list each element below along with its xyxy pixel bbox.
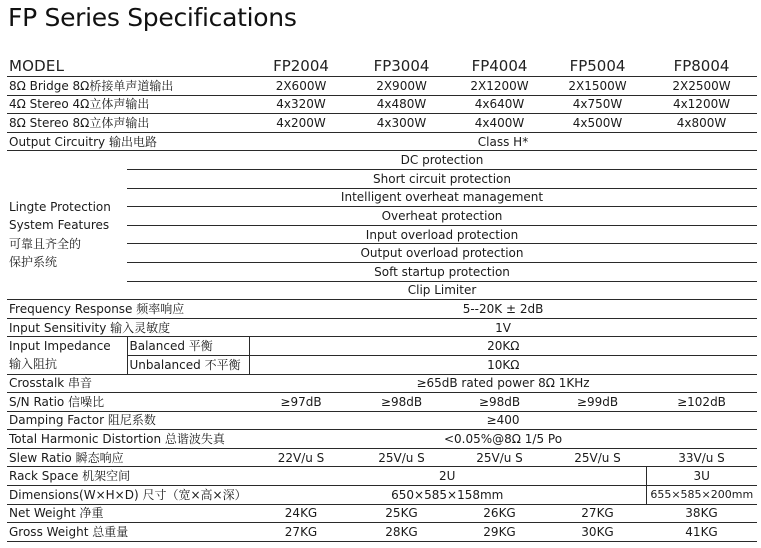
model-label: MODEL [9,56,65,75]
cell: 5--20K ± 2dB [249,300,757,319]
cell: 4x1200W [646,95,757,114]
protection-item: Soft startup protection [127,262,757,281]
row-stereo-4ohm [7,95,757,114]
cell: 2U [249,467,646,486]
cell: <0.05%@8Ω 1/5 Po [249,430,757,449]
row-label: Net Weight 净重 [7,504,249,523]
cell: 655×585×200mm [646,486,757,505]
row-label: 4Ω Stereo 4Ω立体声输出 [7,95,249,114]
row-label: Gross Weight 总重量 [7,523,249,542]
cell: ≥98dB [450,393,549,412]
cell: ≥65dB rated power 8Ω 1KHz [249,374,757,393]
row-label: Total Harmonic Distortion 总谐波失真 [7,430,249,449]
model-fp5004: FP5004 [569,56,626,75]
cell: 4x640W [450,95,549,114]
row-output-circuitry [7,132,757,151]
specs-table [7,55,757,542]
cell: ≥98dB [353,393,450,412]
row-crosstalk [7,374,757,393]
row-thd [7,430,757,449]
row-label: Crosstalk 串音 [7,374,249,393]
cell: 2X600W [249,77,353,96]
protection-label-line: Lingte Protection [9,199,111,214]
cell: 30KG [549,523,646,542]
cell: 4x320W [249,95,353,114]
cell: 27KG [549,504,646,523]
protection-item: DC protection [127,151,757,170]
cell: 2X1500W [549,77,646,96]
cell: 4x750W [549,95,646,114]
row-label: Frequency Response 频率响应 [7,300,249,319]
cell: 25V/u S [353,448,450,467]
row-input-impedance [7,355,757,374]
model-fp4004: FP4004 [471,56,528,75]
row-dimensions [7,486,757,505]
cell: 25V/u S [549,448,646,467]
protection-item: Input overload protection [127,225,757,244]
protection-item: Output overload protection [127,244,757,263]
row-label: Input Sensitivity 输入灵敏度 [7,318,249,337]
row-label: Output Circuitry 输出电路 [7,132,249,151]
row-label: Rack Space 机架空间 [7,467,249,486]
protection-label [7,151,127,300]
cell: 1V [249,318,757,337]
row-net-weight [7,504,757,523]
protection-item: Short circuit protection [127,169,757,188]
cell: 10KΩ [249,355,757,374]
cell: ≥99dB [549,393,646,412]
cell: 22V/u S [249,448,353,467]
cell: 28KG [353,523,450,542]
row-frequency-response [7,300,757,319]
cell: 4x500W [549,114,646,133]
cell: 26KG [450,504,549,523]
cell: 38KG [646,504,757,523]
cell: 4x400W [450,114,549,133]
model-fp8004: FP8004 [673,56,730,75]
cell: 20KΩ [249,337,757,356]
row-slew-ratio [7,448,757,467]
model-fp3004: FP3004 [373,56,430,75]
row-label: 8Ω Stereo 8Ω立体声输出 [7,114,249,133]
cell: 4x200W [249,114,353,133]
cell: 2X2500W [646,77,757,96]
model-fp2004: FP2004 [273,56,329,75]
cell: 4x480W [353,95,450,114]
cell: 2X1200W [450,77,549,96]
row-label: Slew Ratio 瞬态响应 [7,448,249,467]
protection-label-line: System Features [9,218,110,232]
cell: 25KG [353,504,450,523]
protection-item: Intelligent overheat management [127,188,757,207]
header-row [7,55,757,77]
cell: ≥400 [249,411,757,430]
cell: 24KG [249,504,353,523]
row-protection [7,151,757,170]
cell: 29KG [450,523,549,542]
cell: 650×585×158mm [249,486,646,505]
row-input-sensitivity [7,318,757,337]
impedance-label: Input Impedance [7,337,127,356]
row-stereo-8ohm [7,114,757,133]
row-damping-factor [7,411,757,430]
unbalanced-label: Unbalanced 不平衡 [127,355,249,374]
row-gross-weight [7,523,757,542]
cell: 4x800W [646,114,757,133]
cell: 33V/u S [646,448,757,467]
cell: 4x300W [353,114,450,133]
row-label: 8Ω Bridge 8Ω桥接单声道输出 [7,77,249,96]
cell: Class H* [249,132,757,151]
row-label: Damping Factor 阻尼系数 [7,411,249,430]
row-bridge [7,77,757,96]
cell: 27KG [249,523,353,542]
protection-item: Clip Limiter [127,281,757,300]
page-title: FP Series Specifications [8,3,297,32]
cell: 2X900W [353,77,450,96]
cell: 3U [646,467,757,486]
protection-item: Overheat protection [127,207,757,226]
cell: 25V/u S [450,448,549,467]
protection-label-line: 保护系统 [9,255,58,269]
protection-label-line: 可靠且齐全的 [9,236,82,251]
impedance-label-cn: 输入阻抗 [9,357,58,372]
row-sn-ratio [7,393,757,412]
cell: 41KG [646,523,757,542]
balanced-label: Balanced 平衡 [127,337,249,356]
row-label: S/N Ratio 信噪比 [7,393,249,412]
row-rack-space [7,467,757,486]
row-input-impedance [7,337,757,356]
row-label: Dimensions(W×H×D) 尺寸（宽×高×深） [7,486,249,505]
cell: ≥102dB [646,393,757,412]
cell: ≥97dB [249,393,353,412]
